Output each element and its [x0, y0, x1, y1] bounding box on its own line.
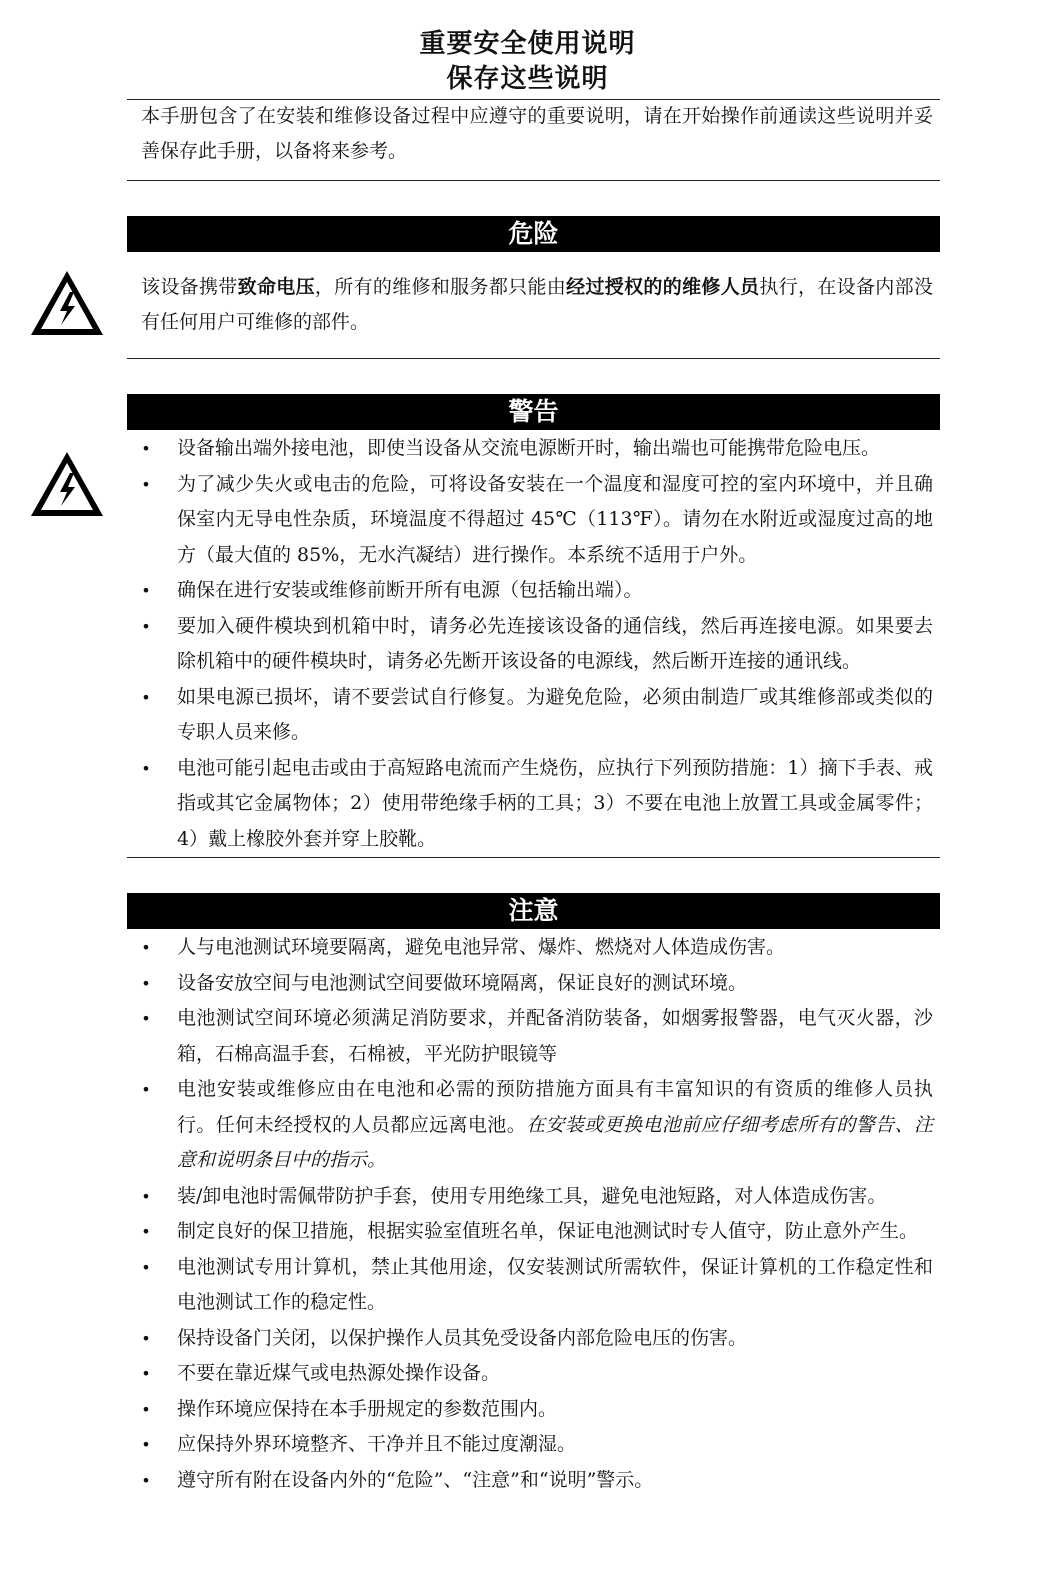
list-item: • 操作环境应保持在本手册规定的参数范围内。: [141, 1392, 933, 1428]
bullet: •: [141, 973, 151, 993]
page-title-line1: 重要安全使用说明: [419, 29, 636, 59]
list-item: • 设备输出端外接电池，即使当设备从交流电源断开时，输出端也可能携带危险电压。: [141, 431, 933, 467]
bullet: •: [141, 474, 151, 494]
warning-list: [141, 431, 933, 857]
list-item: • 制定良好的保卫措施，根据实验室值班名单，保证电池测试时专人值守，防止意外产生。: [141, 1214, 933, 1250]
list-item: • 电池可能引起电击或由于高短路电流而产生烧伤，应执行下列预防措施：1）摘下手表、戒指或其它金属物体；2）使用带绝缘手柄的工具；3）不要在电池上放置工具或金属零件；4）戴上橡胶外套并穿上胶靴。: [141, 751, 933, 858]
list-item: • 要加入硬件模块到机箱中时，请务必先连接该设备的通信线，然后再连接电源。如果要去除机箱中的硬件模块时，请务必先断开该设备的电源线，然后断开连接的通讯线。: [141, 609, 933, 680]
bullet: •: [141, 1080, 151, 1099]
bullet: •: [141, 1186, 151, 1206]
list-item: • 装/卸电池时需佩带防护手套，使用专用绝缘工具，避免电池短路，对人体造成伤害。: [141, 1179, 933, 1215]
danger-heading: 危险: [127, 216, 940, 252]
list-item: • 保持设备门关闭，以保护操作人员其免受设备内部危险电压的伤害。: [141, 1321, 933, 1357]
bullet: •: [141, 1328, 151, 1348]
high-voltage-warning-icon: [28, 449, 106, 519]
divider: [127, 358, 940, 359]
page-title-line2: 保存这些说明: [446, 64, 609, 94]
bullet: •: [141, 1399, 151, 1419]
bullet: •: [141, 1257, 151, 1277]
list-item: • 遵守所有附在设备内外的“危险”、“注意”和“说明”警示。: [141, 1463, 933, 1499]
bullet: •: [141, 687, 151, 707]
list-item: • 确保在进行安装或维修前断开所有电源（包括输出端）。: [141, 573, 933, 609]
bullet: •: [141, 439, 151, 458]
caution-heading: 注意: [127, 893, 940, 929]
list-item: • 人与电池测试环境要隔离，避免电池异常、爆炸、燃烧对人体造成伤害。: [141, 930, 933, 966]
bullet: •: [141, 1222, 151, 1241]
list-item: • 不要在靠近煤气或电热源处操作设备。: [141, 1356, 933, 1392]
bullet: •: [141, 1435, 151, 1454]
bullet: •: [141, 1364, 151, 1383]
intro-paragraph: 本手册包含了在安装和维修设备过程中应遵守的重要说明，请在开始操作前通读这些说明并妥善保存此手册，以备将来参考。: [141, 105, 933, 162]
bullet: •: [141, 581, 151, 600]
list-item: • 应保持外界环境整齐、干净并且不能过度潮湿。: [141, 1427, 933, 1463]
bullet: •: [141, 616, 151, 636]
divider: [127, 857, 940, 858]
divider: [127, 180, 940, 181]
list-item: • 设备安放空间与电池测试空间要做环境隔离，保证良好的测试环境。: [141, 966, 933, 1002]
list-item: • 如果电源已损坏，请不要尝试自行修复。为避免危险，必须由制造厂或其维修部或类似的专职人员来修。: [141, 680, 933, 751]
list-item: • 电池安装或维修应由在电池和必需的预防措施方面具有丰富知识的有资质的维修人员执行。任何未经授权的人员都应远离电池。在安装或更换电池前应仔细考虑所有的警告、注意和说明条目中的指示。: [141, 1072, 933, 1179]
caution-list: [141, 930, 933, 1498]
danger-paragraph: 该设备携带致命电压，所有的维修和服务都只能由经过授权的的维修人员执行，在设备内部没有任何用户可维修的部件。: [141, 276, 933, 333]
bullet: •: [141, 758, 151, 778]
bullet: •: [141, 1009, 151, 1028]
bullet: •: [141, 938, 151, 957]
list-item: • 电池测试空间环境必须满足消防要求，并配备消防装备，如烟雾报警器，电气灭火器，沙箱，石棉高温手套，石棉被，平光防护眼镜等: [141, 1001, 933, 1072]
high-voltage-warning-icon: [28, 268, 106, 338]
bullet: •: [141, 1470, 151, 1490]
list-item: • 为了减少失火或电击的危险，可将设备安装在一个温度和湿度可控的室内环境中，并且确保室内无导电性杂质，环境温度不得超过 45℃（113℉）。请勿在水附近或湿度过高的地方（最大值的 85%，无水汽凝结）进行操作。本系统不适用于户外。: [141, 467, 933, 574]
warning-heading: 警告: [127, 394, 940, 430]
list-item: • 电池测试专用计算机，禁止其他用途，仅安装测试所需软件，保证计算机的工作稳定性和电池测试工作的稳定性。: [141, 1250, 933, 1321]
